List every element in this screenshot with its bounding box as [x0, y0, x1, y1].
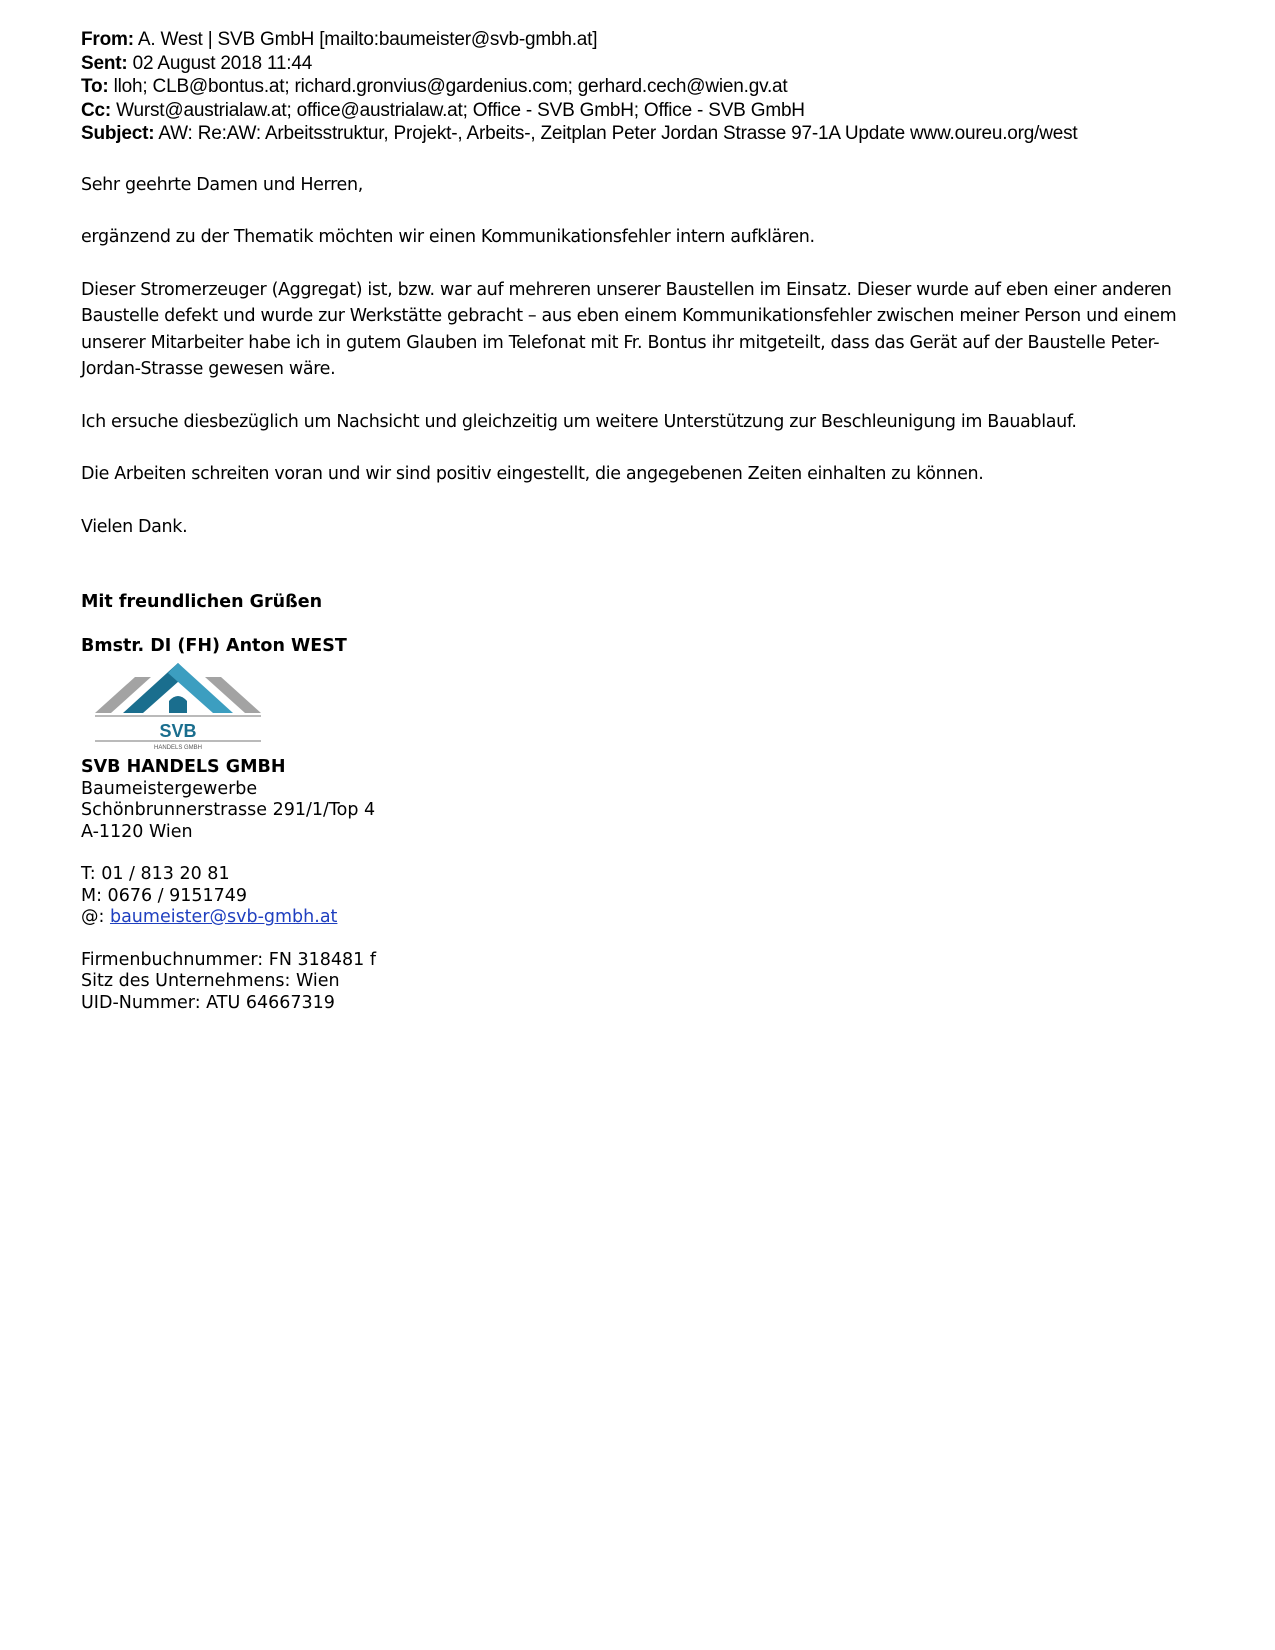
to-value: lloh; CLB@bontus.at; richard.gronvius@gardenius.com; gerhard.cech@wien.gv.at [113, 76, 788, 97]
cc-label: Cc: [81, 99, 112, 121]
company-register: Firmenbuchnummer: FN 318481 f [81, 949, 376, 970]
email-link[interactable]: baumeister@svb-gmbh.at [109, 907, 338, 927]
company-seat: Sitz des Unternehmens: Wien [81, 971, 340, 991]
thanks: Vielen Dank. [81, 516, 188, 537]
paragraph-1: ergänzend zu der Thematik möchten wir einen Kommunikationsfehler intern aufklären. [81, 227, 815, 247]
company-trade: Baumeistergewerbe [81, 778, 258, 799]
email-row [81, 907, 1211, 929]
logo-subtext: HANDELS GMBH [153, 745, 203, 751]
mobile-number: M: 0676 / 9151749 [81, 885, 248, 906]
from-value: A. West | SVB GmbH [mailto:baumeister@svb-gmbh.at] [137, 29, 598, 50]
to-row [81, 75, 1211, 99]
email-prefix: @: [81, 907, 110, 927]
company-uid: UID-Nummer: ATU 64667319 [81, 992, 335, 1013]
email-body [81, 172, 1211, 541]
subject-row [81, 122, 1211, 146]
from-label: From: [81, 29, 134, 50]
email-printout [81, 28, 1211, 1014]
email-header [81, 28, 1211, 146]
subject-label: Subject: [81, 123, 155, 144]
greeting: Sehr geehrte Damen und Herren, [81, 174, 363, 195]
sender-name: Bmstr. DI (FH) Anton WEST [81, 635, 347, 656]
phone-number: T: 01 / 813 20 81 [81, 864, 230, 884]
email-signature [81, 592, 1211, 1014]
company-street: Schönbrunnerstrasse 291/1/Top 4 [81, 800, 376, 820]
company-city: A-1120 Wien [81, 821, 193, 842]
paragraph-4: Die Arbeiten schreiten voran und wir sind positiv eingestellt, die angegebenen Zeiten einhalten zu können. [81, 464, 984, 484]
cc-row [81, 99, 1211, 123]
from-row [81, 28, 1211, 52]
sent-row [81, 52, 1211, 76]
company-name: SVB HANDELS GMBH [81, 757, 286, 777]
subject-value: AW: Re:AW: Arbeitsstruktur, Projekt-, Arbeits-, Zeitplan Peter Jordan Strasse 97-1A Update www.oureu.org/west [158, 123, 1078, 144]
paragraph-3: Ich ersuche diesbezüglich um Nachsicht und gleichzeitig um weitere Unterstützung zur Beschleunigung im Bauablauf. [81, 411, 1077, 432]
sent-value: 02 August 2018 11:44 [132, 52, 313, 74]
logo-text: SVB [159, 721, 197, 741]
closing: Mit freundlichen Grüßen [81, 592, 323, 612]
paragraph-2: Dieser Stromerzeuger (Aggregat) ist, bzw. war auf mehreren unserer Baustellen im Einsatz. Dieser wurde auf eben einer anderen Baustelle defekt und wurde zur Werkstätte gebracht – aus eben einem Kommunikationsfehler zwischen meiner Person und einem unserer Mitarbeiter habe ich in gutem Glauben im Telefonat mit Fr. Bontus ihr mitgeteilt, dass das Gerät auf der Baustelle Peter-Jordan-Strasse gewesen wäre. [81, 279, 1177, 379]
sent-label: Sent: [81, 52, 128, 74]
to-label: To: [81, 76, 109, 97]
svb-logo-icon [93, 661, 263, 751]
cc-value: Wurst@austrialaw.at; office@austrialaw.at; Office - SVB GmbH; Office - SVB GmbH [116, 99, 805, 121]
